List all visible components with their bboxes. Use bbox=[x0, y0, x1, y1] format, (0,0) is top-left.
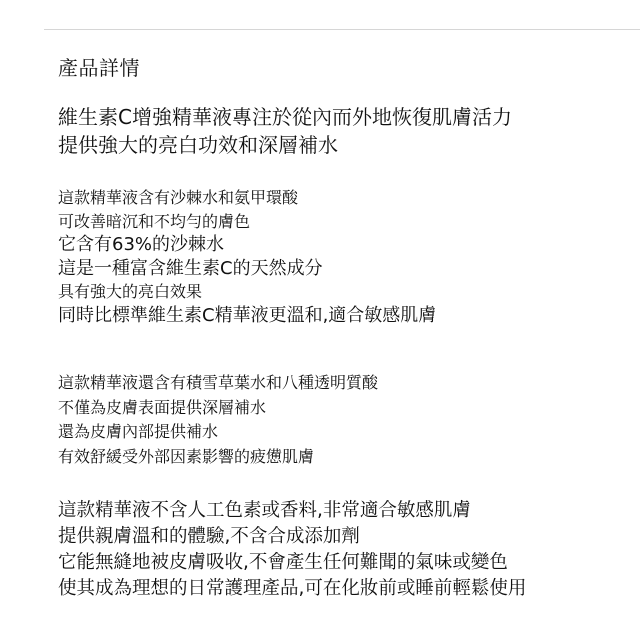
intro-paragraph bbox=[58, 103, 633, 159]
safety-paragraph bbox=[58, 498, 633, 602]
text-line: 使其成為理想的日常護理產品,可在化妝前或睡前輕鬆使用 bbox=[58, 578, 527, 599]
text-line: 還為皮膚內部提供補水 bbox=[58, 422, 219, 441]
text-line: 可改善暗沉和不均勻的膚色 bbox=[58, 211, 251, 231]
text-line: 它能無縫地被皮膚吸收,不會產生任何難聞的氣味或變色 bbox=[58, 552, 508, 573]
text-line: 提供親膚溫和的體驗,不含合成添加劑 bbox=[58, 526, 360, 547]
text-line: 它含有63%的沙棘水 bbox=[58, 234, 225, 255]
text-line: 不僅為皮膚表面提供深層補水 bbox=[58, 397, 267, 417]
text-line: 這是一種富含維生素C的天然成分 bbox=[58, 257, 323, 279]
text-line: 提供強大的亮白功效和深層補水 bbox=[58, 133, 338, 157]
text-line: 具有強大的亮白效果 bbox=[58, 282, 203, 301]
ingredients-paragraph bbox=[58, 186, 633, 327]
text-line: 有效舒緩受外部因素影響的疲憊肌膚 bbox=[58, 446, 315, 466]
text-line: 維生素C增強精華液專注於從內而外地恢復肌膚活力 bbox=[58, 105, 512, 129]
hyaluronic-paragraph bbox=[58, 371, 633, 469]
text-line: 這款精華液不含人工色素或香料,非常適合敏感肌膚 bbox=[58, 500, 471, 521]
text-line: 同時比標準維生素C精華液更溫和,適合敏感肌膚 bbox=[58, 304, 437, 326]
page-title: 產品詳情 bbox=[58, 56, 140, 80]
text-line: 這款精華液還含有積雪草葉水和八種透明質酸 bbox=[58, 373, 379, 392]
text-line: 這款精華液含有沙棘水和氨甲環酸 bbox=[58, 188, 299, 207]
top-divider bbox=[44, 29, 640, 30]
